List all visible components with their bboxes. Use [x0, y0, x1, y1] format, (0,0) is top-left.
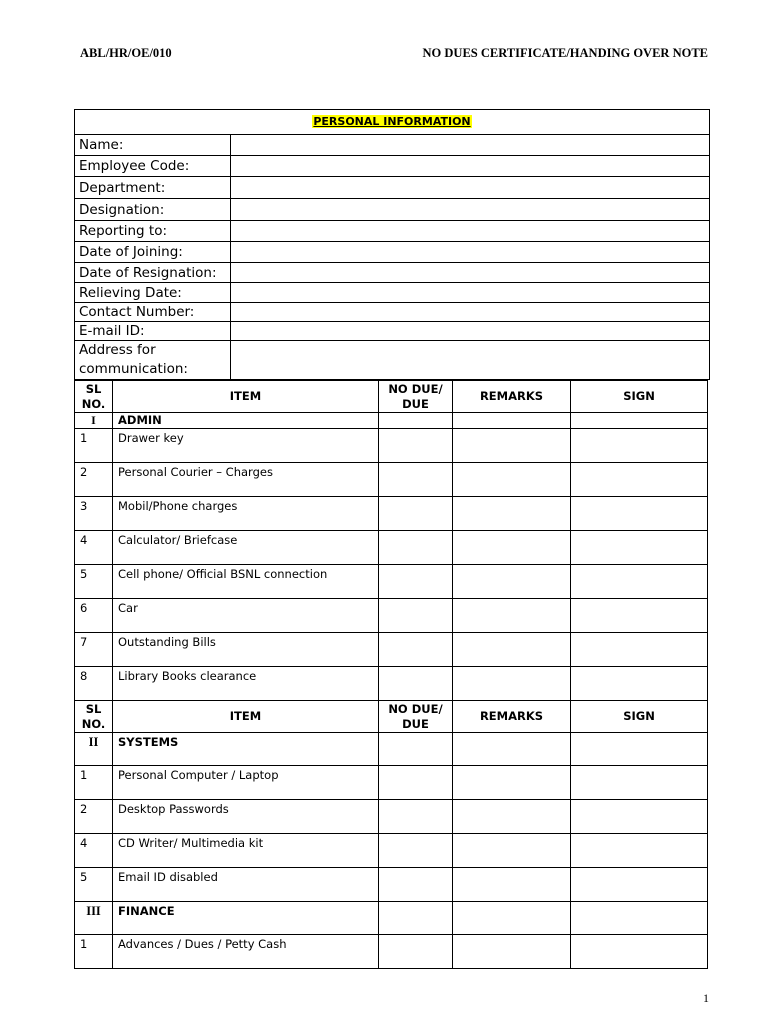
remarks-cell[interactable]	[453, 565, 571, 599]
remarks-cell[interactable]	[453, 935, 571, 969]
item-label: Outstanding Bills	[113, 633, 379, 667]
remarks-cell[interactable]	[453, 599, 571, 633]
col-sign: SIGN	[571, 381, 708, 413]
field-label: Designation:	[75, 199, 231, 221]
field-label: Date of Joining:	[75, 242, 231, 263]
field-label: Reporting to:	[75, 221, 231, 242]
sign-cell[interactable]	[571, 531, 708, 565]
remarks-cell[interactable]	[453, 497, 571, 531]
sign-cell[interactable]	[571, 413, 708, 429]
item-label: Advances / Dues / Petty Cash	[113, 935, 379, 969]
item-label: Email ID disabled	[113, 868, 379, 902]
field-value[interactable]	[231, 177, 710, 199]
section-number: II	[75, 733, 113, 766]
sign-cell[interactable]	[571, 800, 708, 834]
status-cell[interactable]	[379, 902, 453, 935]
sign-cell[interactable]	[571, 902, 708, 935]
status-cell[interactable]	[379, 868, 453, 902]
status-cell[interactable]	[379, 834, 453, 868]
status-cell[interactable]	[379, 565, 453, 599]
field-value[interactable]	[231, 242, 710, 263]
row-number: 5	[75, 565, 113, 599]
sign-cell[interactable]	[571, 429, 708, 463]
sign-cell[interactable]	[571, 497, 708, 531]
sign-cell[interactable]	[571, 733, 708, 766]
page-number: 1	[703, 991, 709, 1005]
row-number: 1	[75, 429, 113, 463]
field-value[interactable]	[231, 263, 710, 283]
field-value[interactable]	[231, 283, 710, 303]
status-cell[interactable]	[379, 800, 453, 834]
item-label: Desktop Passwords	[113, 800, 379, 834]
row-number: 6	[75, 599, 113, 633]
item-label: Drawer key	[113, 429, 379, 463]
remarks-cell[interactable]	[453, 834, 571, 868]
remarks-cell[interactable]	[453, 633, 571, 667]
admin-clearance-table	[74, 380, 708, 701]
field-value[interactable]	[231, 221, 710, 242]
sign-cell[interactable]	[571, 935, 708, 969]
remarks-cell[interactable]	[453, 800, 571, 834]
row-number: 2	[75, 800, 113, 834]
field-value[interactable]	[231, 322, 710, 341]
col-status: NO DUE/ DUE	[379, 381, 453, 413]
field-label: Employee Code:	[75, 156, 231, 177]
row-number: 8	[75, 667, 113, 701]
section-title: ADMIN	[113, 413, 379, 429]
item-label: Mobil/Phone charges	[113, 497, 379, 531]
sign-cell[interactable]	[571, 599, 708, 633]
field-value[interactable]	[231, 156, 710, 177]
col-remarks: REMARKS	[453, 701, 571, 733]
item-label: Library Books clearance	[113, 667, 379, 701]
col-item: ITEM	[113, 381, 379, 413]
col-sign: SIGN	[571, 701, 708, 733]
field-label: Address for communication:	[75, 341, 231, 380]
field-value[interactable]	[231, 341, 710, 380]
status-cell[interactable]	[379, 497, 453, 531]
item-label: Car	[113, 599, 379, 633]
status-cell[interactable]	[379, 599, 453, 633]
row-number: 3	[75, 497, 113, 531]
remarks-cell[interactable]	[453, 667, 571, 701]
remarks-cell[interactable]	[453, 766, 571, 800]
item-label: CD Writer/ Multimedia kit	[113, 834, 379, 868]
remarks-cell[interactable]	[453, 463, 571, 497]
document-title: NO DUES CERTIFICATE/HANDING OVER NOTE	[422, 46, 708, 60]
col-remarks: REMARKS	[453, 381, 571, 413]
status-cell[interactable]	[379, 667, 453, 701]
row-number: 4	[75, 531, 113, 565]
row-number: 4	[75, 834, 113, 868]
remarks-cell[interactable]	[453, 429, 571, 463]
field-label: Department:	[75, 177, 231, 199]
personal-information-table	[74, 109, 710, 380]
remarks-cell[interactable]	[453, 868, 571, 902]
col-status: NO DUE/ DUE	[379, 701, 453, 733]
col-item: ITEM	[113, 701, 379, 733]
remarks-cell[interactable]	[453, 531, 571, 565]
remarks-cell[interactable]	[453, 733, 571, 766]
section-title: SYSTEMS	[113, 733, 379, 766]
status-cell[interactable]	[379, 633, 453, 667]
row-number: 5	[75, 868, 113, 902]
remarks-cell[interactable]	[453, 413, 571, 429]
sign-cell[interactable]	[571, 633, 708, 667]
status-cell[interactable]	[379, 429, 453, 463]
sign-cell[interactable]	[571, 565, 708, 599]
col-sl-no: SL NO.	[75, 381, 113, 413]
status-cell[interactable]	[379, 463, 453, 497]
status-cell[interactable]	[379, 766, 453, 800]
row-number: 1	[75, 766, 113, 800]
item-label: Cell phone/ Official BSNL connection	[113, 565, 379, 599]
sign-cell[interactable]	[571, 834, 708, 868]
section-title: FINANCE	[113, 902, 379, 935]
personal-information-title: PERSONAL INFORMATION	[75, 110, 710, 135]
sign-cell[interactable]	[571, 667, 708, 701]
row-number: 2	[75, 463, 113, 497]
field-value[interactable]	[231, 303, 710, 322]
item-label: Calculator/ Briefcase	[113, 531, 379, 565]
form-code: ABL/HR/OE/010	[80, 46, 172, 60]
col-sl-no: SL NO.	[75, 701, 113, 733]
sign-cell[interactable]	[571, 463, 708, 497]
status-cell[interactable]	[379, 531, 453, 565]
status-cell[interactable]	[379, 935, 453, 969]
section-number: III	[75, 902, 113, 935]
sign-cell[interactable]	[571, 766, 708, 800]
section-number: I	[75, 413, 113, 429]
systems-finance-clearance-table	[74, 700, 708, 969]
row-number: 1	[75, 935, 113, 969]
item-label: Personal Computer / Laptop	[113, 766, 379, 800]
field-value[interactable]	[231, 199, 710, 221]
item-label: Personal Courier – Charges	[113, 463, 379, 497]
field-label: Contact Number:	[75, 303, 231, 322]
field-value[interactable]	[231, 135, 710, 156]
field-label: Date of Resignation:	[75, 263, 231, 283]
field-label: E-mail ID:	[75, 322, 231, 341]
field-label: Name:	[75, 135, 231, 156]
status-cell[interactable]	[379, 413, 453, 429]
sign-cell[interactable]	[571, 868, 708, 902]
remarks-cell[interactable]	[453, 902, 571, 935]
status-cell[interactable]	[379, 733, 453, 766]
field-label: Relieving Date:	[75, 283, 231, 303]
row-number: 7	[75, 633, 113, 667]
